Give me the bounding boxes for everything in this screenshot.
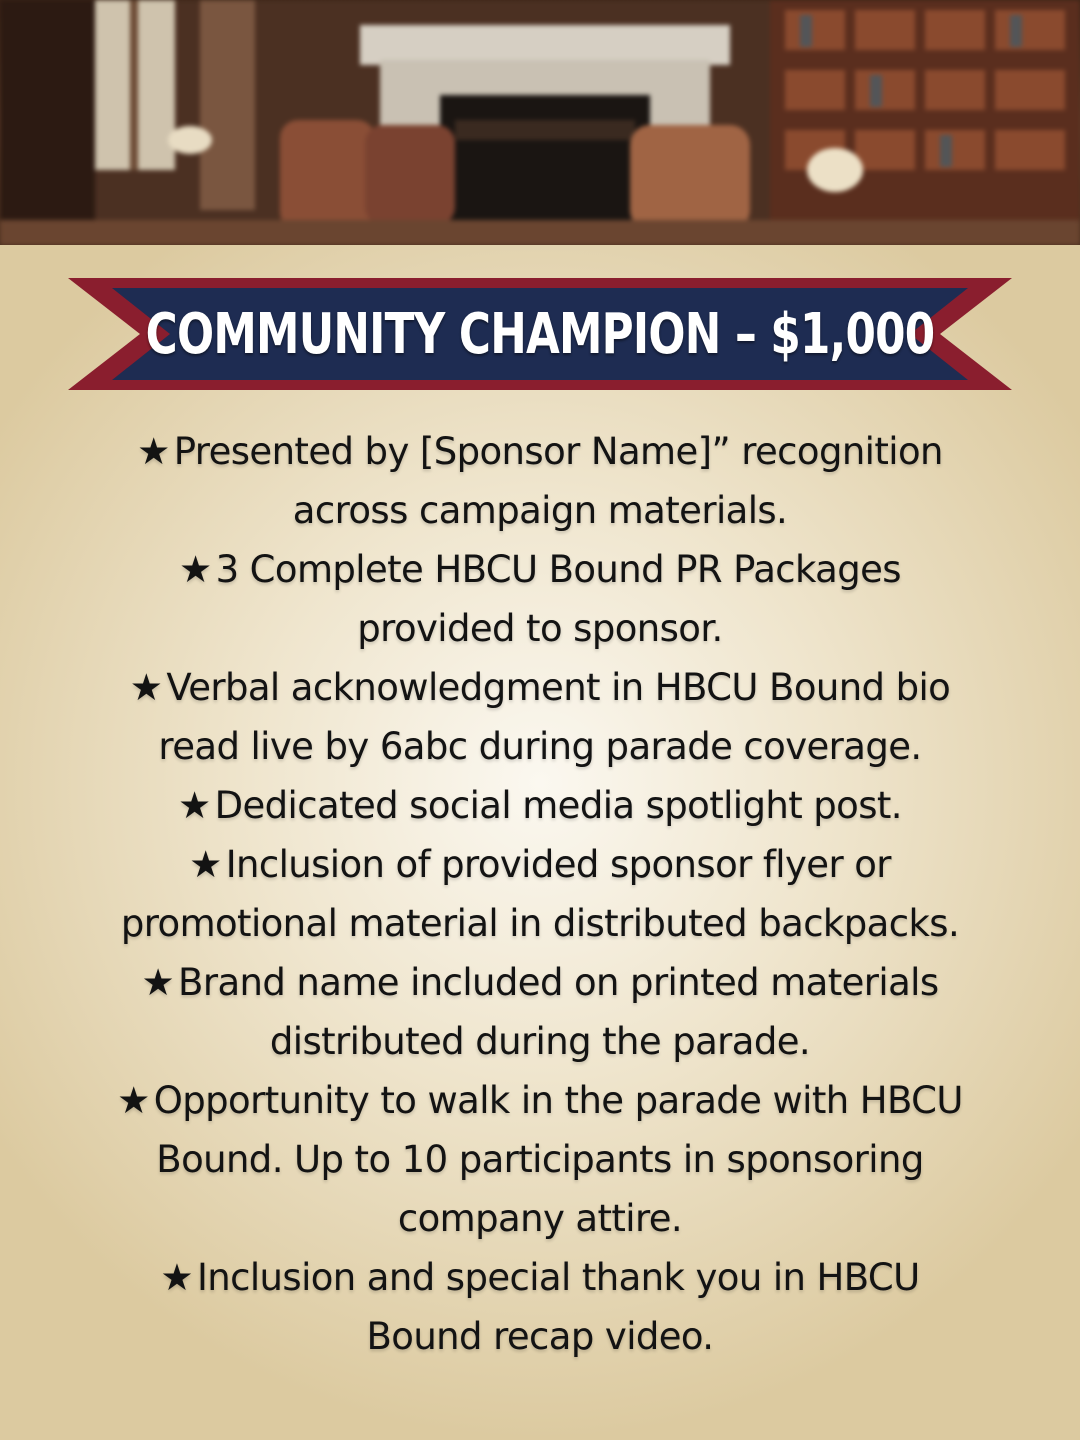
star-icon: ★ <box>178 784 211 827</box>
list-item <box>100 1071 980 1248</box>
star-icon: ★ <box>160 1256 193 1299</box>
benefit-text: Dedicated social media spotlight post. <box>214 784 902 827</box>
title-ribbon-banner <box>0 278 1080 390</box>
star-icon: ★ <box>137 430 170 473</box>
list-item <box>100 658 980 776</box>
list-item <box>100 1248 980 1366</box>
benefit-text: 3 Complete HBCU Bound PR Packages provided to sponsor. <box>215 548 901 650</box>
library-hero-image <box>0 0 1080 245</box>
benefits-list <box>100 422 980 1366</box>
list-item <box>100 540 980 658</box>
benefit-text: Verbal acknowledgment in HBCU Bound bio read live by 6abc during parade coverage. <box>158 666 951 768</box>
benefit-text: Inclusion and special thank you in HBCU Bound recap video. <box>196 1256 920 1358</box>
list-item <box>100 422 980 540</box>
benefit-text: Brand name included on printed materials distributed during the parade. <box>178 961 939 1063</box>
star-icon: ★ <box>179 548 212 591</box>
star-icon: ★ <box>129 666 163 709</box>
list-item <box>100 953 980 1071</box>
benefit-text: Inclusion of provided sponsor flyer or promotional material in distributed backpacks. <box>120 843 960 945</box>
list-item <box>100 776 980 835</box>
star-icon: ★ <box>117 1079 150 1122</box>
benefit-text: Opportunity to walk in the parade with HBCU Bound. Up to 10 participants in sponsoring company attire. <box>153 1079 963 1240</box>
star-icon: ★ <box>141 961 175 1004</box>
benefit-text: Presented by [Sponsor Name]” recognition across campaign materials. <box>173 430 943 532</box>
banner-title: COMMUNITY CHAMPION – $1,000 <box>145 301 935 367</box>
star-icon: ★ <box>189 843 222 886</box>
list-item <box>100 835 980 953</box>
